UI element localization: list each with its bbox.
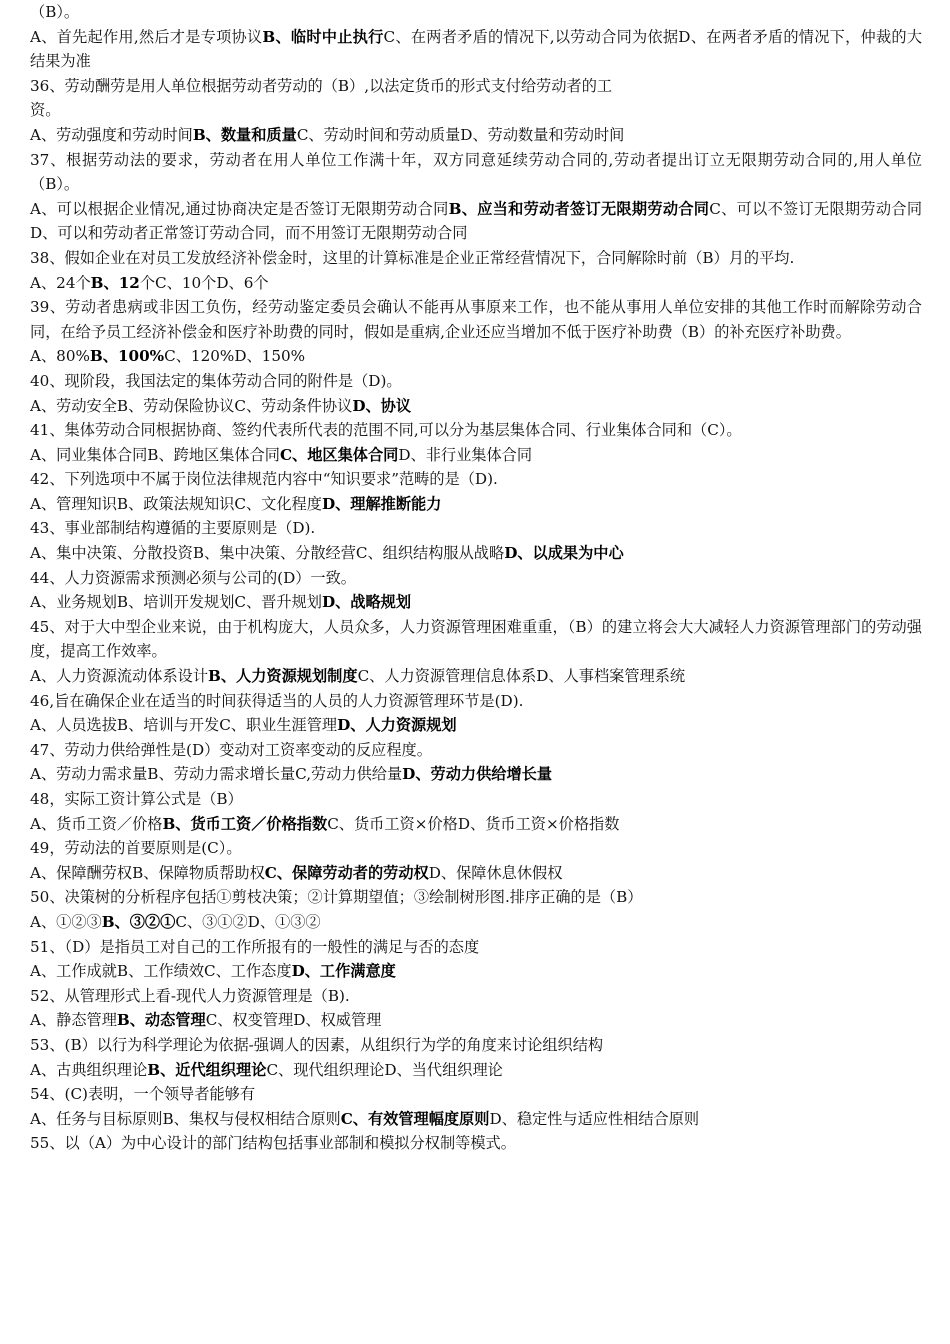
- answer-highlight: D、理解推断能力: [321, 494, 442, 513]
- answer-highlight: B、③②①: [101, 912, 176, 931]
- text-run: A、80%: [30, 347, 90, 366]
- text-run: D、非行业集体合同: [398, 445, 533, 464]
- text-run: 49，劳动法的首要原则是(C）。: [30, 839, 242, 858]
- answer-highlight: C、保障劳动者的劳动权: [264, 863, 429, 882]
- text-run: 38、假如企业在对员工发放经济补偿金时，这里的计算标准是企业正常经营情况下，合同解除时前（B）月的平均.: [30, 248, 795, 267]
- text-line: [30, 246, 922, 271]
- text-run: A、首先起作用,然后才是专项协议: [30, 27, 263, 46]
- text-run: A、人力资源流动体系设计: [30, 667, 209, 686]
- answer-highlight: B、临时中止执行: [262, 27, 384, 46]
- text-line: [30, 492, 922, 517]
- text-run: A、劳动安全B、劳动保险协议C、劳动条件协议: [30, 396, 353, 415]
- text-run: A、劳动强度和劳动时间: [30, 125, 193, 144]
- text-run: A、管理知识B、政策法规知识C、文化程度: [30, 494, 322, 513]
- answer-highlight: B、100%: [89, 347, 165, 366]
- text-run: C、120%D、150%: [164, 347, 306, 366]
- text-run: （B）。: [30, 3, 80, 21]
- text-line: [30, 1107, 922, 1132]
- text-line: [30, 762, 922, 787]
- text-run: C、现代组织理论D、当代组织理论: [266, 1060, 503, 1079]
- text-line: [30, 1008, 922, 1033]
- text-line: [30, 0, 922, 25]
- text-run: C、③①②D、①③②: [175, 912, 321, 931]
- text-line: [30, 910, 922, 935]
- text-run: 52、从管理形式上看-现代人力资源管理是（B).: [30, 986, 350, 1005]
- text-line: [30, 590, 922, 615]
- text-line: [30, 1082, 922, 1107]
- answer-highlight: D、战略规划: [321, 593, 412, 612]
- text-run: 资。: [30, 101, 61, 120]
- text-run: 47、劳动力供给弹性是(D）变动对工资率变动的反应程度。: [30, 740, 432, 759]
- text-run: 42、下列选项中不属于岗位法律规范内容中“知识要求”范畴的是（D).: [30, 470, 498, 489]
- text-run: C、可以不签订无限期劳动合同D、可以和劳动者正常签订劳动合同，而不用签订无限期劳动合同: [30, 199, 923, 243]
- answer-highlight: C、地区集体合同: [279, 445, 399, 464]
- text-run: A、①②③: [30, 912, 102, 931]
- answer-highlight: D、以成果为中心: [504, 544, 624, 563]
- text-line: [30, 369, 922, 394]
- answer-highlight: B、数量和质量: [192, 125, 297, 144]
- text-run: 37、根据劳动法的要求，劳动者在用人单位工作满十年，双方同意延续劳动合同的,劳动者提出订立无限期劳动合同的,用人单位（B）。: [30, 150, 922, 194]
- text-run: A、业务规划B、培训开发规划C、晋升规划: [30, 593, 322, 612]
- text-run: 45、对于大中型企业来说，由于机构庞大，人员众多，人力资源管理困难重重，（B）的建立将会大大减轻人力资源管理部门的劳动强度，提高工作效率。: [30, 617, 922, 661]
- text-run: 41、集体劳动合同根据协商、签约代表所代表的范围不同,可以分为基层集体合同、行业集体合同和（C）。: [30, 421, 742, 440]
- text-line: [30, 443, 922, 468]
- answer-highlight: D、劳动力供给增长量: [402, 765, 553, 784]
- text-line: [30, 418, 922, 443]
- text-line: [30, 25, 922, 74]
- text-run: 55、以（A）为中心设计的部门结构包括事业部制和模拟分权制等模式。: [30, 1134, 516, 1153]
- text-line: [30, 738, 922, 763]
- text-line: [30, 344, 922, 369]
- text-line: [30, 885, 922, 910]
- answer-highlight: B、12: [90, 273, 140, 292]
- text-run: C、货币工资×价格D、货币工资×价格指数: [327, 814, 620, 833]
- text-line: [30, 984, 922, 1009]
- answer-highlight: C、有效管理幅度原则: [340, 1109, 490, 1128]
- text-run: A、古典组织理论: [30, 1060, 148, 1079]
- text-line: [30, 664, 922, 689]
- text-line: [30, 148, 922, 197]
- text-line: [30, 935, 922, 960]
- text-run: 50、决策树的分析程序包括①剪枝决策；②计算期望值；③绘制树形图.排序正确的是（B）: [30, 888, 643, 907]
- text-run: 个C、10个D、6个: [139, 273, 269, 292]
- text-line: [30, 566, 922, 591]
- text-run: 53、(B）以行为科学理论为依据-强调人的因素，从组织行为学的角度来讨论组织结构: [30, 1035, 604, 1054]
- text-line: [30, 787, 922, 812]
- text-line: [30, 98, 922, 123]
- text-run: A、工作成就B、工作绩效C、工作态度: [30, 962, 292, 981]
- text-run: A、集中决策、分散投资B、集中决策、分散经营C、组织结构服从战略: [30, 544, 505, 563]
- text-run: A、任务与目标原则B、集权与侵权相结合原则: [30, 1109, 341, 1128]
- text-run: 44、人力资源需求预测必须与公司的(D）一致。: [30, 568, 356, 587]
- text-line: [30, 812, 922, 837]
- text-line: [30, 1033, 922, 1058]
- text-run: A、24个: [30, 273, 91, 292]
- text-run: A、劳动力需求量B、劳动力需求增长量C,劳动力供给量: [30, 765, 403, 784]
- text-run: 43、事业部制结构遵循的主要原则是（D).: [30, 519, 316, 538]
- text-line: [30, 1058, 922, 1083]
- text-run: C、人力资源管理信息体系D、人事档案管理系统: [357, 667, 686, 686]
- text-run: 40、现阶段，我国法定的集体劳动合同的附件是（D)。: [30, 371, 402, 390]
- text-run: D、稳定性与适应性相结合原则: [489, 1109, 700, 1128]
- text-run: C、劳动时间和劳动质量D、劳动数量和劳动时间: [296, 125, 625, 144]
- text-line: [30, 713, 922, 738]
- text-run: C、权变管理D、权威管理: [205, 1011, 382, 1030]
- answer-highlight: B、近代组织理论: [147, 1060, 267, 1079]
- answer-highlight: D、协议: [352, 396, 412, 415]
- text-line: [30, 197, 922, 246]
- text-run: A、保障酬劳权B、保障物质帮助权: [30, 863, 265, 882]
- text-line: [30, 541, 922, 566]
- text-line: [30, 836, 922, 861]
- text-run: 51、（D）是指员工对自己的工作所报有的一般性的满足与否的态度: [30, 937, 480, 956]
- text-line: [30, 394, 922, 419]
- text-line: [30, 959, 922, 984]
- answer-highlight: B、动态管理: [116, 1011, 206, 1030]
- text-line: [30, 516, 922, 541]
- text-run: 48，实际工资计算公式是（B）: [30, 790, 243, 808]
- text-run: A、可以根据企业情况,通过协商决定是否签订无限期劳动合同: [30, 199, 449, 218]
- text-run: A、人员选拔B、培训与开发C、职业生涯管理: [30, 716, 338, 735]
- answer-highlight: B、应当和劳动者签订无限期劳动合同: [448, 199, 710, 218]
- answer-highlight: B、人力资源规划制度: [208, 667, 358, 686]
- text-run: 39、劳动者患病或非因工负伤，经劳动鉴定委员会确认不能再从事原来工作，也不能从事用人单位安排的其他工作时而解除劳动合同，在给予员工经济补偿金和医疗补助费的同时，假如是重病,企业还应当增加不低于医疗补助费（B）的补充医疗补助费。: [30, 298, 922, 341]
- text-run: 54、(C)表明，一个领导者能够有: [30, 1085, 256, 1104]
- text-run: C、在两者矛盾的情况下,以劳动合同为依据D、在两者矛盾的情况下，仲裁的大结果为准: [30, 27, 923, 71]
- text-run: D、保障休息休假权: [428, 863, 563, 882]
- answer-highlight: D、工作满意度: [291, 962, 396, 981]
- text-run: A、货币工资／价格: [30, 814, 163, 833]
- document-body: [30, 0, 922, 1156]
- text-line: [30, 74, 922, 99]
- text-line: [30, 861, 922, 886]
- text-run: A、静态管理: [30, 1011, 117, 1030]
- text-line: [30, 1131, 922, 1156]
- text-line: [30, 123, 922, 148]
- answer-highlight: B、货币工资／价格指数: [162, 814, 328, 833]
- text-run: 46,旨在确保企业在适当的时间获得适当的人员的人力资源管理环节是(D).: [30, 691, 524, 710]
- text-line: [30, 271, 922, 296]
- answer-highlight: D、人力资源规划: [337, 716, 457, 735]
- text-line: [30, 689, 922, 714]
- text-line: [30, 295, 922, 344]
- text-run: 36、劳动酬劳是用人单位根据劳动者劳动的（B）,以法定货币的形式支付给劳动者的工: [30, 76, 613, 95]
- text-line: [30, 467, 922, 492]
- text-line: [30, 615, 922, 664]
- text-run: A、同业集体合同B、跨地区集体合同: [30, 445, 280, 464]
